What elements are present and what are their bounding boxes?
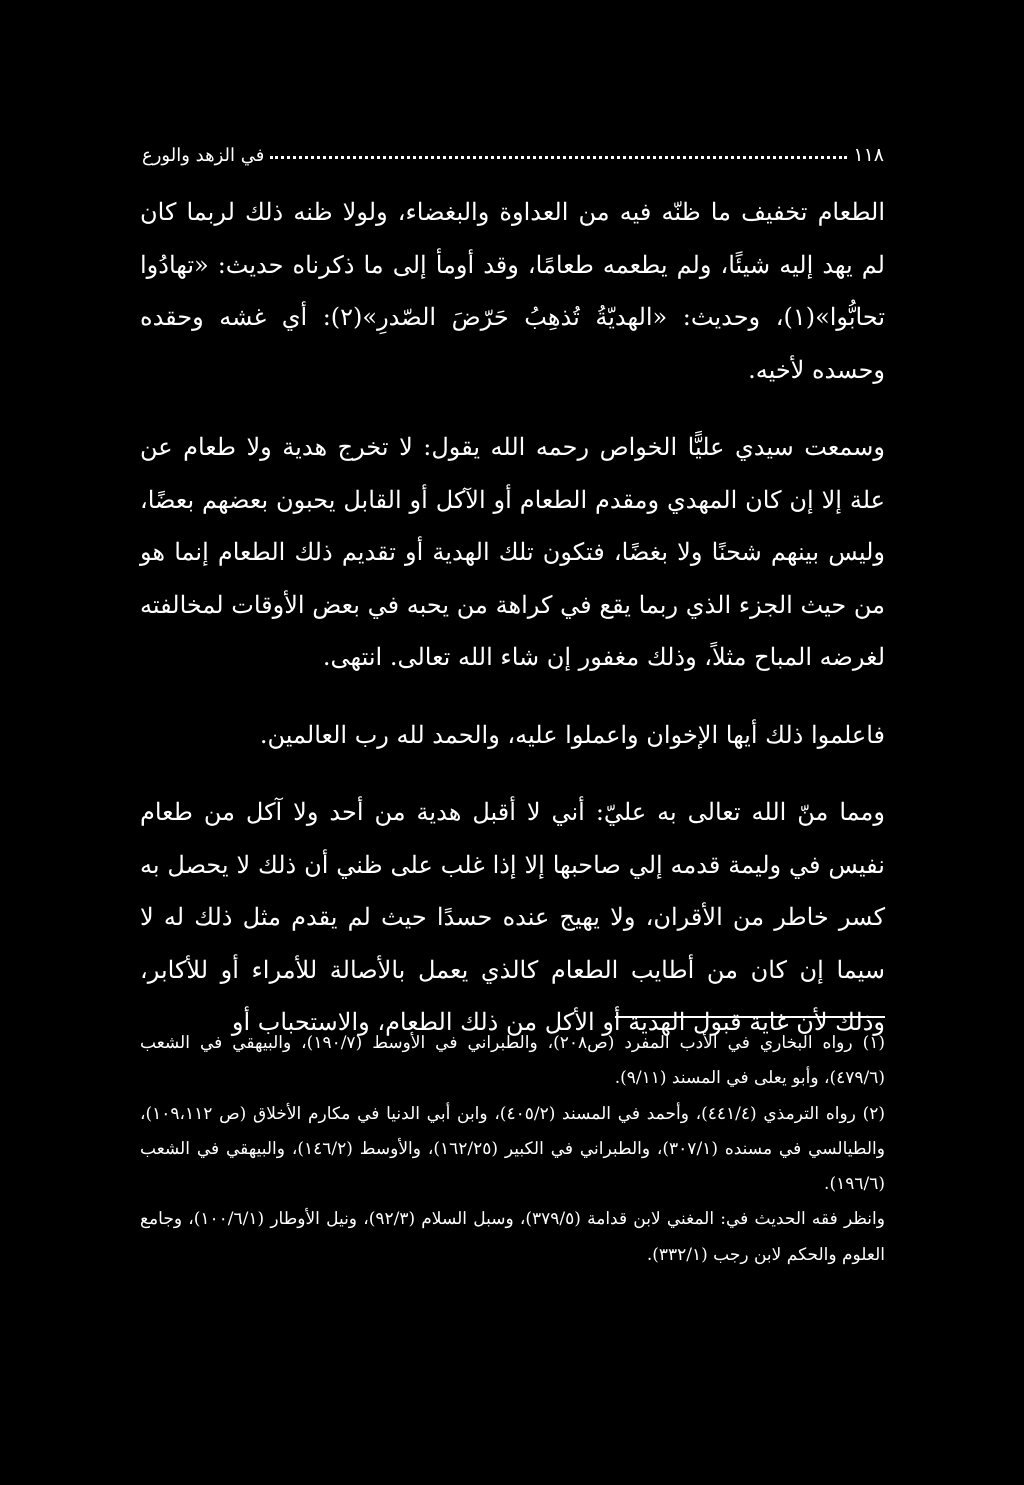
page-header: [142, 140, 884, 170]
header-dot-leader: [270, 156, 847, 159]
footnotes: [140, 1026, 885, 1273]
footnote-separator: [615, 1016, 885, 1018]
paragraph: ومما منّ الله تعالى به عليّ: أني لا أقبل هدية من أحد ولا آكل من طعام نفيس في وليمة قدمه إلي صاحبها إلا إذا غلب على ظني أن ذلك لا يحصل به كسر خاطر من الأقران، ولا يهيج عنده حسدًا حيث لم يقدم مثل ذلك له لا سيما إن كان من أطايب الطعام كالذي يعمل بالأصالة للأمراء أو للأكابر، وذلك لأن غاية قبول الهدية أو الأكل من ذلك الطعام، والاستحباب أو: [140, 798, 885, 1036]
page-number: ١١٨: [853, 144, 884, 166]
paragraph: وسمعت سيدي عليًّا الخواص رحمه الله يقول: لا تخرج هدية ولا طعام عن علة إلا إن كان المهدي ومقدم الطعام أو الآكل أو القابل يحبون بعضهم بعضًا، وليس بينهم شحنًا ولا بغضًا، فتكون تلك الهدية أو تقديم ذلك الطعام إنما هو من حيث الجزء الذي ربما يقع في كراهة من يحبه في بعض الأوقات لمخالفته لغرضه المباح مثلاً، وذلك مغفور إن شاء الله تعالى. انتهى.: [140, 433, 885, 671]
footnote: وانظر فقه الحديث في: المغني لابن قدامة (٣٧٩/٥)، وسبل السلام (٩٢/٣)، ونيل الأوطار (١٠٠/٦/١)، وجامع العلوم والحكم لابن رجب (٣٣٢/١).: [140, 1209, 885, 1265]
footnote: (١) رواه البخاري في الأدب المفرد (ص٢٠٨)، والطبراني في الأوسط (١٩٠/٧)، والبيهقي في الشعب (٤٧٩/٦)، وأبو يعلى في المسند (٩/١١).: [140, 1033, 885, 1089]
main-text: [140, 186, 885, 1049]
footnote: (٢) رواه الترمذي (٤٤١/٤)، وأحمد في المسند (٤٠٥/٢)، وابن أبي الدنيا في مكارم الأخلاق (ص ١٠٩،١١٢)، والطيالسي في مسنده (٣٠٧/١)، والطبراني في الكبير (١٦٢/٢٥)، والأوسط (١٤٦/٢)، والبيهقي في الشعب (١٩٦/٦).: [140, 1103, 885, 1195]
paragraph: الطعام تخفيف ما ظنّه فيه من العداوة والبغضاء، ولولا ظنه ذلك لربما كان لم يهد إليه شيئًا، ولم يطعمه طعامًا، وقد أومأ إلى ما ذكرناه حديث: «تهادُوا تحابُّوا»(١)، وحديث: «الهديّةُ تُذهِبُ حَرّضَ الصّدرِ»(٢): أي غشه وحقده وحسده لأخيه.: [140, 198, 885, 384]
paragraph: فاعلموا ذلك أيها الإخوان واعملوا عليه، والحمد لله رب العالمين.: [259, 720, 885, 749]
running-title: في الزهد والورع: [142, 144, 265, 166]
